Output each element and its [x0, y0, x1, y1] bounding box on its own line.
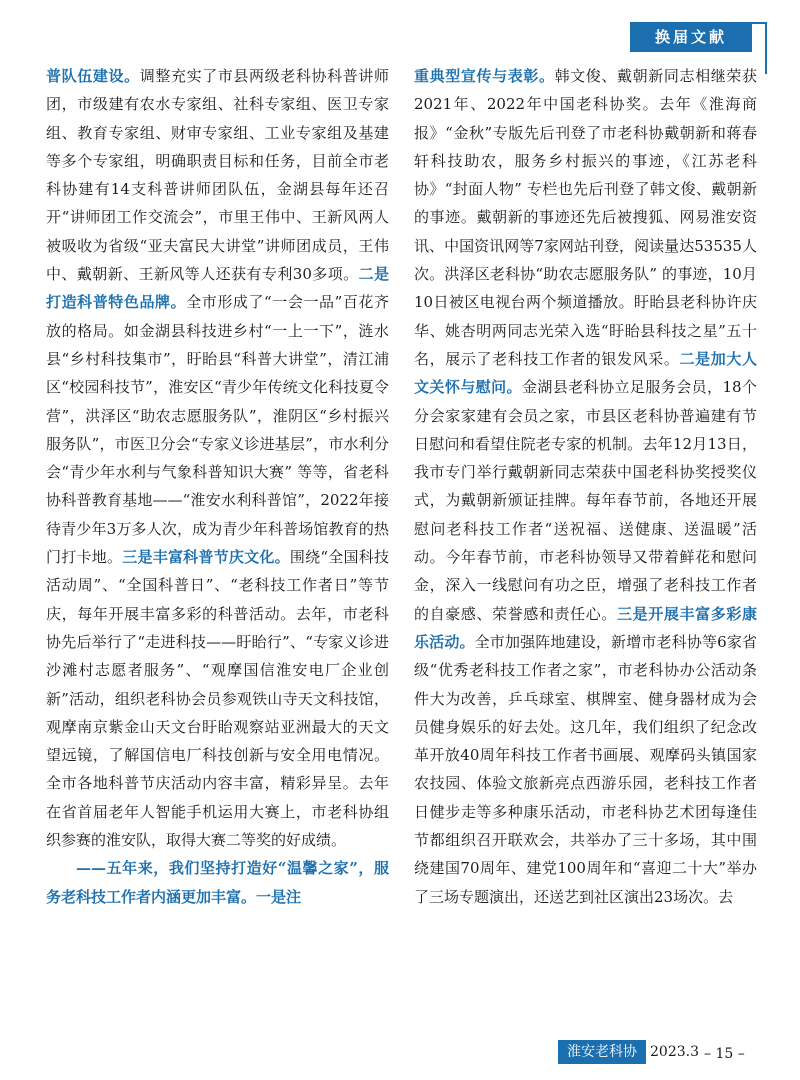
body-text: 调整充实了市县两级老科协科普讲师团，市级建有农水专家组、社科专家组、医卫专家组、教育专家组、财审专家组、工业专家组及基建等多个专家组，明确职责目标和任务，目前全市老科协建有14支科普讲师团队伍，金湖县每年还召开“讲师团工作交流会”，市里王伟中、王新风两人被吸收为省级“亚夫富民大讲堂”讲师团成员，王伟中、戴朝新、王新风等人还获有专利30多项。 [46, 67, 389, 284]
body-text: 韩文俊、戴朝新同志相继荣获2021年、2022年中国老科协奖。去年《淮海商报》“金秋”专版先后刊登了市老科协戴朝新和蒋春轩科技助农，服务乡村振兴的事迹，《江苏老科协》“封面人物” 专栏也先后刊登了韩文俊、戴朝新的事迹。戴朝新的事迹还先后被搜狐、网易淮安资讯、中国资讯网等7家网站刊登，阅读量达53535人次。洪泽区老科协“助农志愿服务队” 的事迹，10月10日被区电视台两个频道播放。盱眙县老科协许庆华、姚杏明两同志光荣入选“盱眙县科技之星”五十名，展示了老科技工作者的银发风采。 [414, 67, 757, 368]
header-divider-horizontal [752, 22, 766, 24]
heading-inline: 三是丰富科普节庆文化。 [122, 548, 290, 567]
heading-inline: 重典型宣传与表彰。 [414, 67, 555, 85]
paragraph [46, 62, 389, 854]
body-text: 金湖县老科协立足服务会员，18个分会家家建有会员之家，市县区老科协普遍建有节日慰问和看望住院老专家的机制。去年12月13日，我市专门举行戴朝新同志荣获中国老科协奖授奖仪式，为戴朝新颁证挂牌。每年春节前，各地还开展慰问老科技工作者“送祝福、送健康、送温暖”活动。今年春节前，市老科协领导又带着鲜花和慰问金，深入一线慰问有功之臣，增强了老科技工作者的自豪感、荣誉感和责任心。 [414, 378, 757, 623]
paragraph [414, 62, 757, 911]
header-divider-vertical [765, 22, 767, 74]
heading-inline: 三是开展丰富多彩康乐活动。 [414, 604, 757, 651]
page-number: – 15 – [704, 1046, 745, 1062]
journal-name: 淮安老科协 [558, 1040, 646, 1064]
body-text: 全市加强阵地建设，新增市老科协等6家省级“优秀老科技工作者之家”，市老科协办公活动条件大为改善，乒乓球室、棋牌室、健身器材成为会员健身娱乐的好去处。这几年，我们组织了纪念改革开放40周年科技工作者书画展、观摩码头镇国家农技园、体验文旅新亮点西游乐园，老科技工作者日健步走等多种康乐活动，市老科协艺术团每逢佳节都组织召开联欢会，共举办了三十多场，其中围绕建国70周年、建党100周年和“喜迎二十大”举办了三场专题演出，还送艺到社区演出23场次。去 [414, 632, 757, 906]
body-text: 围绕“全国科技活动周”、“全国科普日”、“老科技工作者日”等节庆，每年开展丰富多彩的科普活动。去年，市老科协先后举行了“走进科技——盱眙行”、“专家义诊进沙滩村志愿者服务”、“观摩国信淮安电厂企业创新”活动，组织老科协会员参观铁山寺天文科技馆，观摩南京紫金山天文台盱眙观察站亚洲最大的天文望远镜，了解国信电厂科技创新与安全用电情况。全市各地科普节庆活动内容丰富，精彩异呈。去年在省首届老年人智能手机运用大赛上，市老科协组织参赛的淮安队，取得大赛二等奖的好成绩。 [46, 548, 389, 850]
body-text: 全市形成了“一会一品”百花齐放的格局。如金湖县科技进乡村“一上一下”，涟水县“乡村科技集市”，盱眙县“科普大讲堂”，清江浦区“校园科技节”，淮安区“青少年传统文化科技夏令营”，洪泽区“助农志愿服务队”，淮阴区“乡村振兴服务队”，市医卫分会“专家义诊进基层”，市水利分会“青少年水利与气象科普知识大赛” 等等，省老科协科普教育基地——“淮安水利科普馆”，2022年接待青少年3万多人次，成为青少年科普场馆教育的热门打卡地。 [46, 293, 389, 567]
heading-inline: 二是打造科普特色品牌。 [46, 265, 389, 312]
section-label: 换届文献 [630, 22, 752, 52]
issue-number: 2023.3 [650, 1044, 699, 1060]
heading-inline: 二是加大人文关怀与慰问。 [414, 349, 757, 397]
left-column [46, 62, 389, 1012]
heading-inline: 普队伍建设。 [46, 67, 140, 85]
section-heading: ——五年来，我们坚持打造好“温馨之家”，服务老科技工作者内涵更加丰富。一是注 [46, 859, 389, 906]
right-column [414, 62, 757, 1012]
paragraph [46, 854, 389, 911]
